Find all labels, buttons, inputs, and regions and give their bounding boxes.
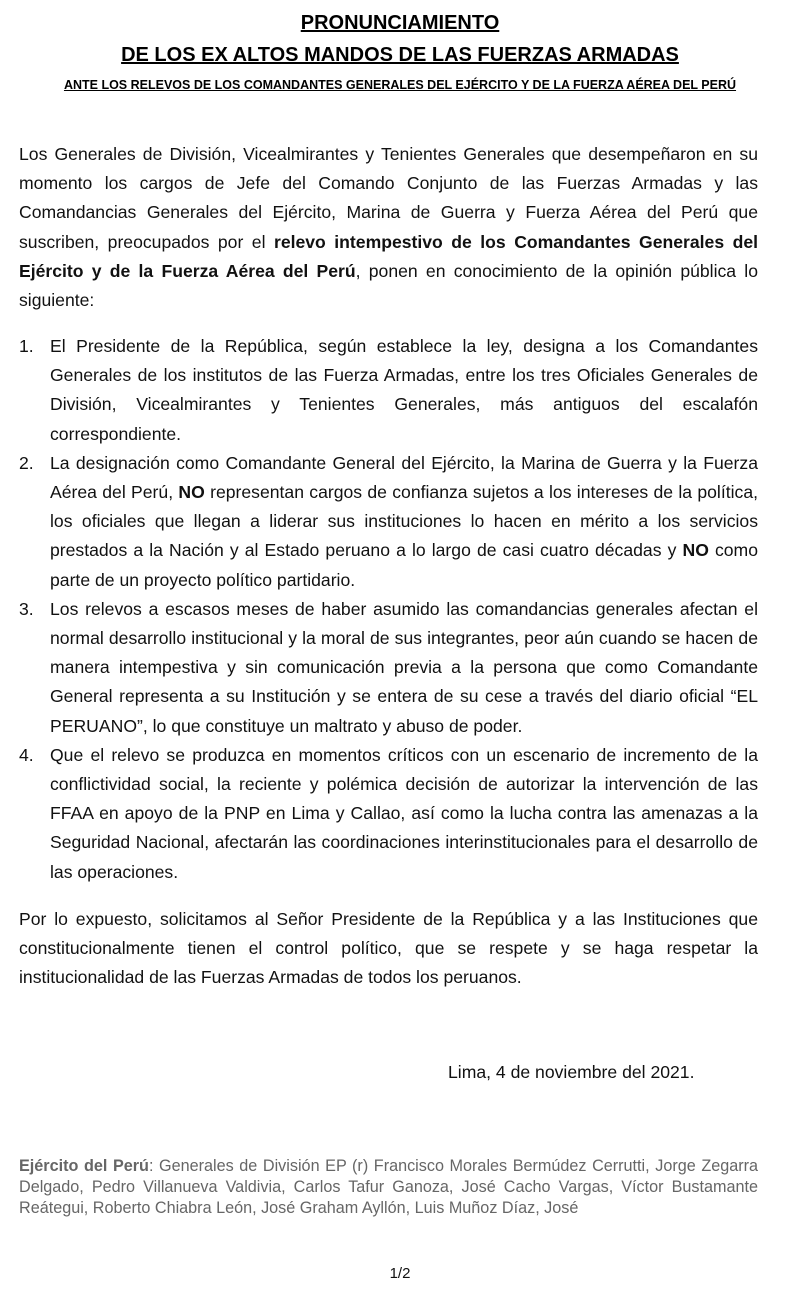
- point-text: Los relevos a escasos meses de haber asumido las comandancias generales afectan el normal desarrollo institucional y la moral de sus integrantes, peor aún cuando se hacen de manera intempestiva y sin comunicación previa a la persona que como Comandante General representa a su Institución y se entera de su cese a través del diario oficial “EL PERUANO”, lo que constituye un maltrato y abuso de poder.: [50, 598, 758, 736]
- numbered-points: [19, 332, 758, 887]
- document-subheading: ANTE LOS RELEVOS DE LOS COMANDANTES GENERALES DEL EJÉRCITO Y DE LA FUERZA AÉREA DEL PERÚ: [63, 78, 737, 92]
- point-text: El Presidente de la República, según establece la ley, designa a los Comandantes Generales de los institutos de las Fuerza Armadas, entre los tres Oficiales Generales de División, Vicealmirantes y Tenientes Generales, más antiguos del escalafón correspondiente.: [50, 336, 758, 444]
- point-number: 2.: [19, 452, 34, 473]
- signatories-block: [19, 1156, 758, 1219]
- point-item: [19, 449, 758, 595]
- signatory-separator: :: [148, 1157, 154, 1175]
- point-number: 4.: [19, 744, 34, 765]
- point-text: representan cargos de confianza sujetos a los intereses de la política, los oficiales que llegan a liderar sus instituciones lo hacen en mérito a los servicios prestados a la Nación y al Estado peruano a lo largo de casi cuatro décadas y: [50, 482, 758, 561]
- intro-bold-phrase: relevo intempestivo de los Comandantes Generales del Ejército y de la Fuerza Aérea del Perú: [19, 231, 759, 281]
- point-number: 1.: [19, 336, 34, 356]
- point-emphasis: NO: [178, 482, 205, 503]
- point-text: como parte de un proyecto político partidario.: [50, 540, 758, 590]
- point-emphasis: NO: [682, 540, 709, 561]
- intro-text-start: Los Generales de División, Vicealmirantes y Tenientes Generales que desempeñaron en su momento los cargos de Jefe del Comando Conjunto de las Fuerzas Armadas y las Comandancias Generales del Ejército, Marina de Guerra y Fuerza Aérea del Perú que suscriben, preocupados por el: [19, 144, 758, 252]
- point-item: [19, 595, 758, 741]
- point-text: Que el relevo se produzca en momentos críticos con un escenario de incremento de la conflictividad social, la reciente y polémica decisión de autorizar la intervención de las FFAA en apoyo de la PNP en Lima y Callao, así como la lucha contra las amenazas a la Seguridad Nacional, afectarán las coordinaciones interinstitucionales para el desarrollo de las operaciones.: [50, 744, 758, 882]
- closing-paragraph: Por lo expuesto, solicitamos al Señor Presidente de la República y a las Instituciones que constitucionalmente tienen el control político, que se respete y se haga respetar la institucionalidad de las Fuerzas Armadas de todos los peruanos.: [19, 909, 758, 988]
- document-title: PRONUNCIAMIENTO: [300, 12, 500, 34]
- document-subtitle: DE LOS EX ALTOS MANDOS DE LAS FUERZAS ARMADAS: [121, 44, 679, 66]
- point-item: [19, 332, 758, 449]
- point-number: 3.: [19, 598, 34, 619]
- point-item: [19, 741, 758, 887]
- signatory-institution: Ejército del Perú: [19, 1157, 149, 1175]
- intro-text-end: , ponen en conocimiento de la opinión pública lo siguiente:: [19, 260, 758, 311]
- dateline: Lima, 4 de noviembre del 2021.: [448, 1062, 695, 1082]
- page-number: 1/2: [389, 1265, 411, 1282]
- signatory-names: Generales de División EP (r) Francisco Morales Bermúdez Cerrutti, Jorge Zegarra Delgado, Pedro Villanueva Valdivia, Carlos Tafur Ganoza, José Cacho Vargas, Víctor Bustamante Reátegui, Roberto Chiabra León, José Graham Ayllón, Luis Muñoz Díaz, José: [19, 1157, 759, 1217]
- point-text: La designación como Comandante General del Ejército, la Marina de Guerra y la Fuerza Aérea del Perú,: [50, 452, 758, 503]
- intro-paragraph: [19, 140, 758, 315]
